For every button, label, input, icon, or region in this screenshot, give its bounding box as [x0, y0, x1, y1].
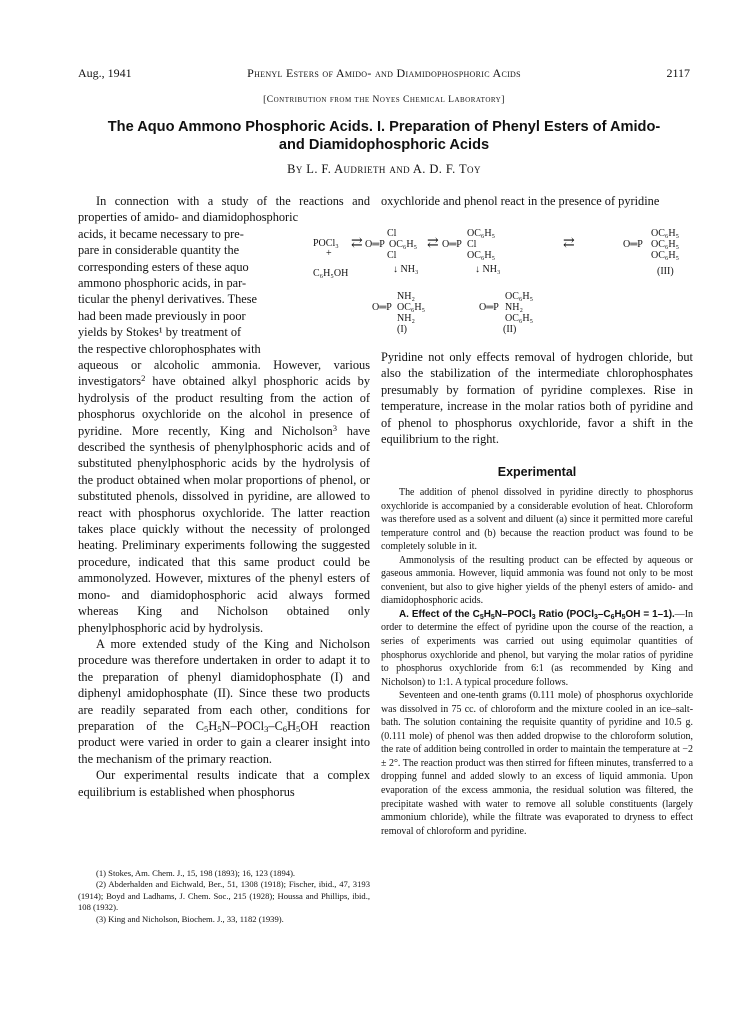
ammonia-label: NH₃: [482, 264, 501, 275]
footnote-1: (1) Stokes, Am. Chem. J., 15, 198 (1893); 16, 123 (1894).: [96, 868, 296, 878]
c2-p: O═P: [442, 239, 462, 250]
compound-III-label: (III): [657, 266, 674, 277]
c3-p: O═P: [623, 239, 643, 250]
c2-bottom: OC₆H₅: [467, 250, 496, 261]
right-discussion: Pyridine not only effects removal of hydrogen chloride, but also the stabilization of the intermediate chlorophosphates presumably by formation of pyridine complexes. Rise in temperature, increase in the molar ratios both of pyridine and of phenol to phosphorus oxychloride, favor a shift in the equilibrium to the right.: [381, 350, 693, 447]
equilibrium-arrow: ⇄: [351, 236, 363, 251]
plus-sign: +: [326, 248, 332, 259]
compound-I-label: (I): [397, 324, 407, 335]
ammonia-label: NH₃: [400, 264, 419, 275]
p1-top: NH₂: [397, 291, 415, 302]
narrow-line: ammono phosphoric acids, in par-: [78, 276, 247, 291]
c2-top: OC₆H₅: [467, 228, 496, 239]
title-line-1: The Aquo Ammono Phosphoric Acids. I. Preparation of Phenyl Esters of Amido-: [107, 119, 661, 135]
footnote-3: (3) King and Nicholson, Biochem. J., 33, 1182 (1939).: [96, 913, 284, 924]
narrow-line: pare in considerable quantity the: [78, 243, 240, 258]
p2-top: OC₆H₅: [505, 291, 534, 302]
c2-cl: Cl: [467, 239, 477, 250]
equilibrium-arrow: ⇄: [563, 236, 575, 251]
pocl3-reagent: POCl₃: [313, 238, 339, 249]
c3-mid: OC₆H₅: [651, 239, 680, 250]
c3-top: OC₆H₅: [651, 228, 680, 239]
page-number: 2117: [666, 66, 690, 80]
left-narrow-lines: [78, 226, 300, 357]
c1-p: O═P: [365, 239, 385, 250]
narrow-line: ticular the phenyl derivatives. These: [78, 292, 258, 307]
narrow-line: corresponding esters of these aquo: [78, 259, 249, 274]
p2-mid: NH₂: [505, 302, 523, 313]
narrow-line: yields by Stokes¹ by treatment of: [78, 325, 242, 340]
c1-cl-top: Cl: [387, 228, 397, 239]
left-intro: In connection with a study of the reactions and properties of amido- and diamidophosphoric: [78, 194, 370, 225]
experimental-heading: Experimental: [497, 465, 577, 479]
footnotes: [78, 868, 370, 925]
equilibrium-arrow: ⇄: [427, 236, 439, 251]
p1-mid: OC₆H₅: [397, 302, 426, 313]
article-title: [78, 118, 690, 154]
c1-oph: OC₆H₅: [389, 239, 418, 250]
title-line-2: and Diamidophosphoric Acids: [278, 137, 490, 153]
byline: By L. F. Audrieth and A. D. F. Toy: [287, 162, 481, 176]
narrow-line: acids, it became necessary to pre-: [78, 226, 244, 241]
phenol-reagent: C₆H₅OH: [313, 268, 349, 279]
down-arrow-icon: ↓: [393, 264, 398, 275]
down-arrow-icon: ↓: [475, 264, 480, 275]
p2-p: O═P: [479, 302, 499, 313]
ammonia-arrow-2: [475, 264, 500, 275]
reaction-scheme: [305, 228, 695, 340]
narrow-line: had been made previously in poor: [78, 308, 246, 323]
contribution-note: [Contribution from the Noyes Chemical Laboratory]: [263, 95, 505, 105]
left-body: aqueous or alcoholic ammonia. However, various investigators$^2$ have obtained alkyl phosphoric acids by hydrolysis of the product resulting from the action of phosphorus oxychloride on the alcohol in presence of pyridine. More recently, King and Nicholson$^3$ have described the synthesis of phenylphosphoric acids and of substituted phenylphosphoric acids by the hydrolysis of the product obtained when molar proportions of phenol, or substituted phenols, dissolved in pyridine, are allowed to react with phosphorus oxychloride. The latter reaction takes place quickly without the necessity of prolonged heating. Preliminary experiments following the suggested procedure, indicated that this same product could be ammonolyzed. However, mixtures of the phenyl esters of mono- and diamidophosphoric acid always formed whereas King and Nicholson obtained only phenylphosphoric acid by hydrolysis. A more extended study of the King and Nicholson procedure was therefore undertaken in order to adapt it to the preparation of phenyl diamidophosphate (I) and diphenyl amidophosphate (II). Since these two products are readily separated from each other, conditions for preparation of the $C_5H_5N-POCl_3-C_6H_5OH$ reaction product were varied in order to gain a clearer insight into the mechanism of the primary reaction. Our experimental results indicate that a complex equilibrium is established when phosphorus: [78, 358, 370, 799]
issue-date: Aug., 1941: [78, 66, 132, 80]
c1-cl-bottom: Cl: [387, 250, 397, 261]
footnote-2: (2) Abderhalden and Eichwald, Ber., 51, 1308 (1918); Fischer, ibid., 47, 3193 (1914); Boyd and Ladhams, J. Chem. Soc., 215 (1928); Houssa and Phillips, ibid., 108 (1932).: [78, 879, 370, 913]
p1-p: O═P: [372, 302, 392, 313]
experimental-body: The addition of phenol dissolved in pyridine directly to phosphorus oxychloride is accompanied by a considerable evolution of heat. Chloroform was therefore used as a solvent and diluent (a) since it permitted more careful temperature control and (b) because the reaction product was found to be completely soluble in it. Ammonolysis of the resulting product can be effected by aqueous or gaseous ammonia. However, liquid ammonia was found not only to be most convenient, but also to give higher yields of the phenyl esters of amido- and diamidophosphoric acids. A. Effect of the $C_5H_5N-POCl_3$ Ratio ($POCl_3-C_6H_5OH$ = 1–1).—In order to determine the effect of pyridine upon the course of the reaction, a series of experiments was carried out using equimolar quantities of phosphorus oxychloride and phenol, but varying the molar ratios of pyridine to phosphorus oxychloride from 6:1 (as recommended by King and Nicholson) to 1:1. A typical procedure follows. Seventeen and one-tenth grams (0.111 mole) of phosphorus oxychloride was dissolved in 75 cc. of chloroform and the mixture cooled in an ice–salt-bath. The solution containing the requisite quantity of pyridine and 10.5 g. (0.111 mole) of phenol was then added dropwise to the chloroform solution, the rate of addition being controlled in order to maintain the temperature at −2 ± 2°. The reaction product was then stirred for fifteen minutes, transferred to a dropping funnel and added slowly to an excess of liquid ammonia. Upon evaporation of the excess ammonia, the residual solution was filtered, the precipitate washed with water to remove all soluble constituents (largely ammonium chloride), while the filtrate was evaporated to dryness to effect removal of chloroform and pyridine.: [381, 487, 693, 837]
p2-bottom: OC₆H₅: [505, 313, 534, 324]
p1-bottom: NH₂: [397, 313, 415, 324]
ammonia-arrow-1: [393, 264, 418, 275]
narrow-line: the respective chlorophosphates with: [78, 341, 261, 356]
running-title: Phenyl Esters of Amido- and Diamidophosphoric Acids: [247, 66, 521, 80]
c3-bottom: OC₆H₅: [651, 250, 680, 261]
right-intro: oxychloride and phenol react in the presence of pyridine: [381, 194, 660, 208]
compound-II-label: (II): [503, 324, 517, 335]
